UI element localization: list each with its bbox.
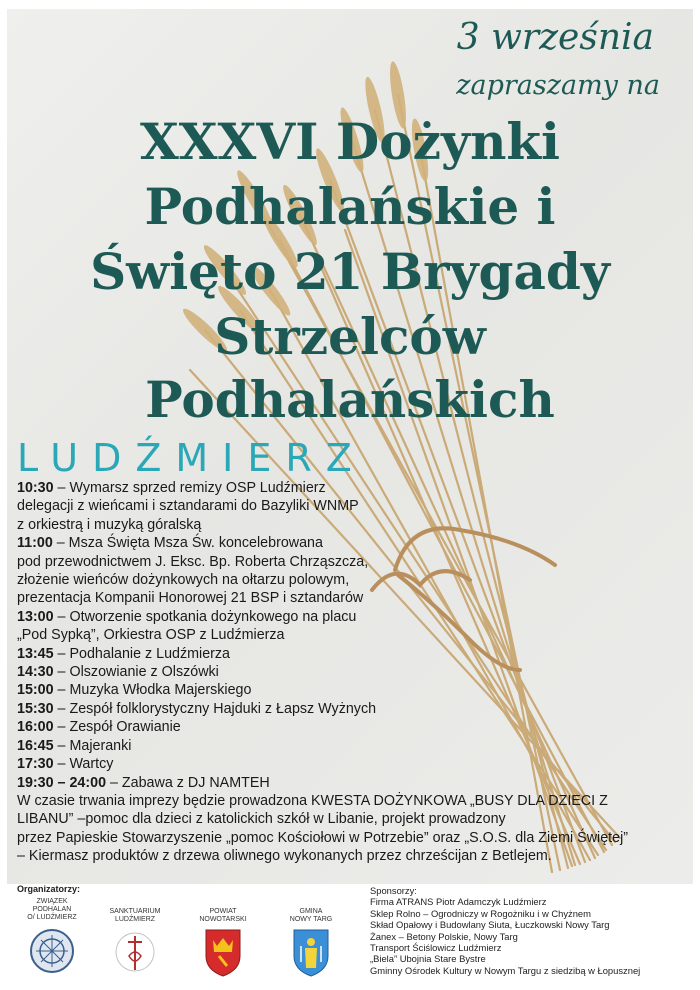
program-line	[17, 479, 687, 497]
program-time: 16:45	[17, 737, 54, 754]
program-text: pod przewodnictwem J. Eksc. Bp. Roberta Chrząszcza,	[17, 553, 369, 570]
program-time: 16:00	[17, 719, 54, 736]
sanctuary-icon	[113, 926, 157, 978]
program-time: 19:30 – 24:00	[17, 774, 107, 791]
program-text: – Otworzenie spotkania dożynkowego na placu	[53, 608, 357, 625]
title-line-5: Podhalańskich	[145, 370, 555, 429]
logo-line: NOWOTARSKI	[199, 916, 247, 923]
program-line	[17, 497, 687, 515]
program-text: – Olszowianie z Olszówki	[53, 664, 219, 681]
program-line	[17, 534, 687, 552]
program-line	[17, 755, 687, 773]
county-crest-icon	[203, 926, 243, 978]
sponsor-item: „Biela” Ubojnia Stare Bystre	[370, 953, 486, 965]
program-text: z orkiestrą i muzyką góralską	[17, 516, 202, 533]
organizers-label: Organizatorzy:	[17, 884, 81, 894]
program-time: 13:00	[17, 608, 54, 625]
sponsors-label: Sponsorzy:	[370, 885, 417, 896]
program-line	[17, 737, 687, 755]
program-text: – Kiermasz produktów z drzewa oliwnego wykonanych przez chrześcijan z Betlejem.	[17, 848, 552, 865]
program-line	[17, 663, 687, 681]
program-time: 15:00	[17, 682, 54, 699]
program-line	[17, 700, 687, 718]
location-name: LUDŹMIERZ	[17, 436, 366, 480]
program-line	[17, 645, 687, 663]
invitation-line: zapraszamy na	[456, 70, 660, 101]
program-text: prezentacja Kompanii Honorowej 21 BSP i sztandarów	[17, 590, 364, 607]
logo-line: GMINA	[299, 908, 323, 915]
association-emblem-icon	[29, 924, 75, 978]
sponsor-item: Gminny Ośrodek Kultury w Nowym Targu z siedzibą w Łopusznej	[370, 964, 641, 976]
program-line	[17, 571, 687, 589]
program-line	[17, 681, 687, 699]
title-line-2: Podhalańskie i	[144, 177, 556, 236]
organizer-logo-powiat-nowotarski	[190, 908, 256, 978]
program-text: przez Papieskie Stowarzyszenie „pomoc Kościołowi w Potrzebie” oraz „S.O.S. dla Ziemi Świętej”	[17, 829, 629, 846]
program-text: – Zespół folklorystyczny Hajduki z Łapsz Wyżnych	[53, 700, 377, 717]
program-text: – Majeranki	[53, 737, 132, 754]
program-text: LIBANU” –pomoc dla dzieci z katolickich szkół w Libanie, projekt prowadzony	[17, 811, 506, 828]
program-text: – Podhalanie z Ludźmierza	[53, 645, 231, 662]
organizer-logo-gmina-nowy-targ	[280, 908, 342, 978]
logo-line: NOWY TARG	[289, 916, 333, 923]
program-text: „Pod Sypką”, Orkiestra OSP z Ludźmierza	[17, 627, 285, 644]
program-time: 13:45	[17, 645, 54, 662]
sponsor-item: Skład Opałowy i Budowlany Siuta, Łuczkowski Nowy Targ	[370, 919, 610, 931]
commune-crest-icon	[291, 926, 331, 978]
program-line	[17, 829, 687, 847]
program-text: – Muzyka Włodka Majerskiego	[53, 682, 252, 699]
program-line	[17, 810, 687, 828]
program-text: złożenie wieńców dożynkowych na ołtarzu polowym,	[17, 572, 350, 589]
program-time: 17:30	[17, 756, 54, 773]
program-line	[17, 589, 687, 607]
logo-line: O/ LUDŹMIERZ	[27, 914, 77, 921]
program-line	[17, 516, 687, 534]
event-program	[17, 479, 687, 866]
organizer-logo-zwiazek-podhalan	[18, 898, 86, 978]
program-line	[17, 718, 687, 736]
program-text: – Wymarsz sprzed remizy OSP Ludźmierz	[53, 480, 326, 496]
program-text: W czasie trwania imprezy będzie prowadzona KWESTA DOŻYNKOWA „BUSY DLA DZIECI Z	[17, 792, 608, 809]
event-date: 3 września	[456, 17, 654, 58]
program-text: delegacji z wieńcami i sztandarami do Bazyliki WNMP	[17, 498, 359, 515]
sponsors-list	[370, 885, 692, 976]
program-line	[17, 608, 687, 626]
title-line-1: XXXVI Dożynki	[139, 112, 561, 171]
program-line	[17, 626, 687, 644]
logo-line: POWIAT	[209, 908, 237, 915]
program-line	[17, 792, 687, 810]
organizer-logo-sanktuarium	[100, 908, 170, 978]
logo-line: LUDŹMIERZ	[114, 916, 156, 923]
program-text: – Wartcy	[53, 756, 114, 773]
title-line-4: Strzelców	[214, 307, 486, 366]
program-text: – Zespół Orawianie	[53, 719, 181, 736]
logo-line: PODHALAN	[32, 906, 72, 913]
program-line	[17, 774, 687, 792]
logo-line: SANKTUARIUM	[109, 908, 161, 915]
program-line	[17, 847, 687, 865]
program-time: 15:30	[17, 700, 54, 717]
program-time: 10:30	[17, 480, 54, 496]
sponsor-item: Firma ATRANS Piotr Adamczyk Ludźmierz	[370, 896, 547, 908]
sponsor-item: Żanex – Betony Polskie, Nowy Targ	[370, 930, 518, 942]
program-line	[17, 553, 687, 571]
program-text: – Msza Święta Msza Św. koncelebrowana	[52, 535, 323, 552]
program-time: 14:30	[17, 664, 54, 681]
sponsor-item: Sklep Rolno – Ogrodniczy w Rogożniku i w Chyżnem	[370, 907, 591, 919]
sponsor-item: Transport Ściślowicz Ludźmierz	[370, 942, 502, 954]
title-line-3: Święto 21 Brygady	[90, 242, 610, 301]
logo-line: ZWIĄZEK	[36, 898, 68, 905]
program-time: 11:00	[17, 535, 53, 552]
program-text: – Zabawa z DJ NAMTEH	[106, 774, 270, 791]
